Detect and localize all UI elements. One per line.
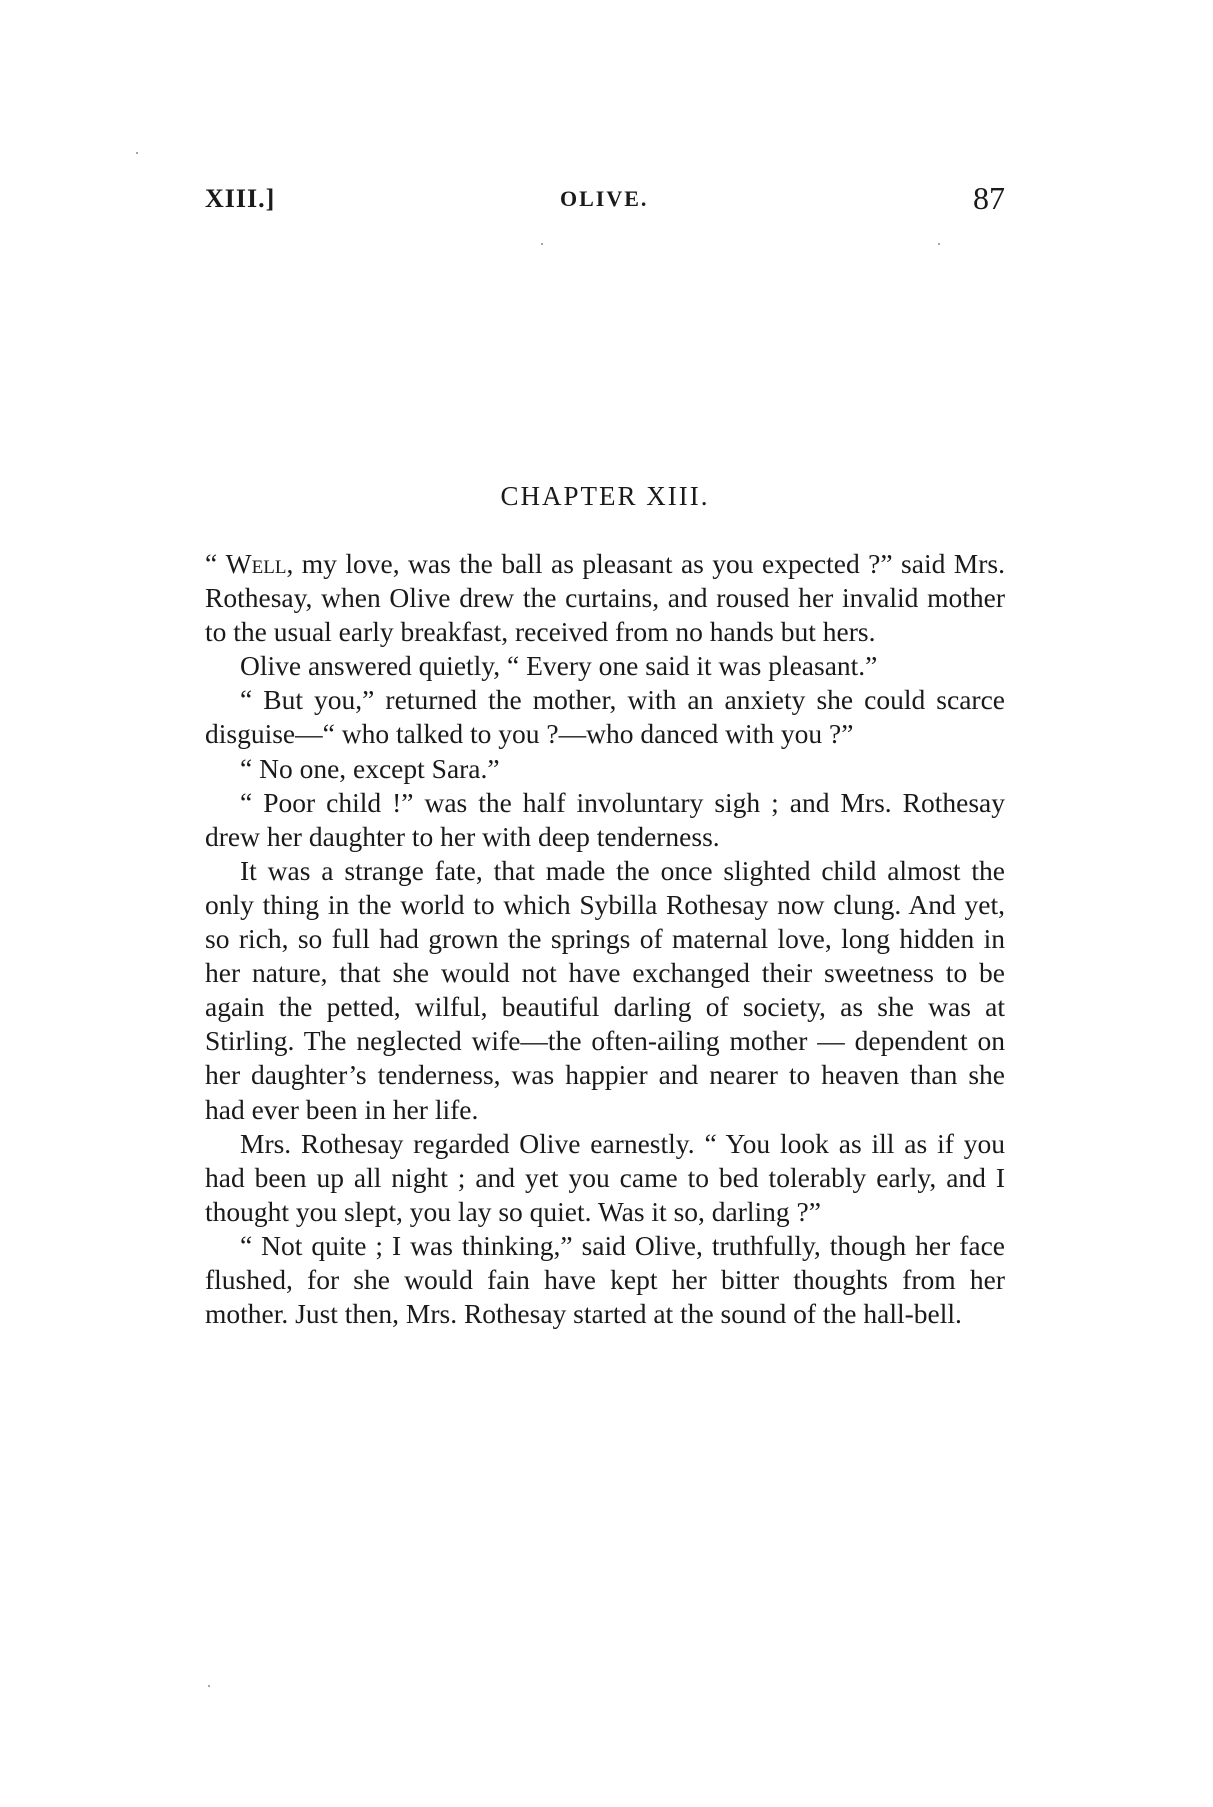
scan-speck [938, 243, 940, 245]
paragraph: “ But you,” returned the mother, with an anxiety she could scarce disguise—“ who talked to you ?—who danced with you ?” [205, 684, 1005, 750]
chapter-heading: CHAPTER XIII. [500, 481, 710, 511]
opening-quote: “ [205, 548, 226, 579]
scan-speck [136, 152, 138, 154]
paragraph-text: , my love, was the ball as pleasant as you expected ?” said Mrs. Rothesay, when Olive drew the curtains, and roused her invalid mother to the usual early breakfast, received from no hands but hers. [205, 548, 1005, 648]
paragraph: It was a strange fate, that made the once slighted child almost the only thing in the world to which Sybilla Rothesay now clung. And yet, so rich, so full had grown the springs of maternal love, long hidden in her nature, that she would not have exchanged their sweetness to be again the petted, wilful, beautiful darling of society, as she was at Stirling. The neglected wife—the often-ailing mother — dependent on her daughter’s tenderness, was happier and nearer to heaven than she had ever been in her life. [205, 854, 1005, 1125]
paragraph: “ Poor child !” was the half involuntary sigh ; and Mrs. Rothesay drew her daughter to her with deep tenderness. [205, 786, 1005, 852]
running-head-title: OLIVE. [560, 186, 649, 211]
paragraph: Olive answered quietly, “ Every one said it was pleasant.” [240, 650, 878, 682]
opening-word: Well [225, 548, 287, 579]
running-head [205, 180, 1005, 220]
paragraph [205, 547, 1005, 649]
paragraph: Mrs. Rothesay regarded Olive earnestly. “ You look as ill as if you had been up all night ; and yet you came to bed tolerably early, and I thought you slept, you lay so quiet. Was it so, darling ?” [205, 1127, 1005, 1227]
paragraph: “ Not quite ; I was thinking,” said Olive, truthfully, though her face flushed, for she would fain have kept her bitter thoughts from her mother. Just then, Mrs. Rothesay started at the sound of the hall-bell. [205, 1229, 1005, 1330]
page-number: 87 [973, 180, 1005, 216]
paragraph: “ No one, except Sara.” [240, 752, 500, 784]
scan-speck [541, 243, 543, 245]
chapter-body [205, 547, 1005, 1331]
scan-speck [208, 1685, 210, 1687]
running-head-chapter: XIII.] [205, 184, 276, 213]
